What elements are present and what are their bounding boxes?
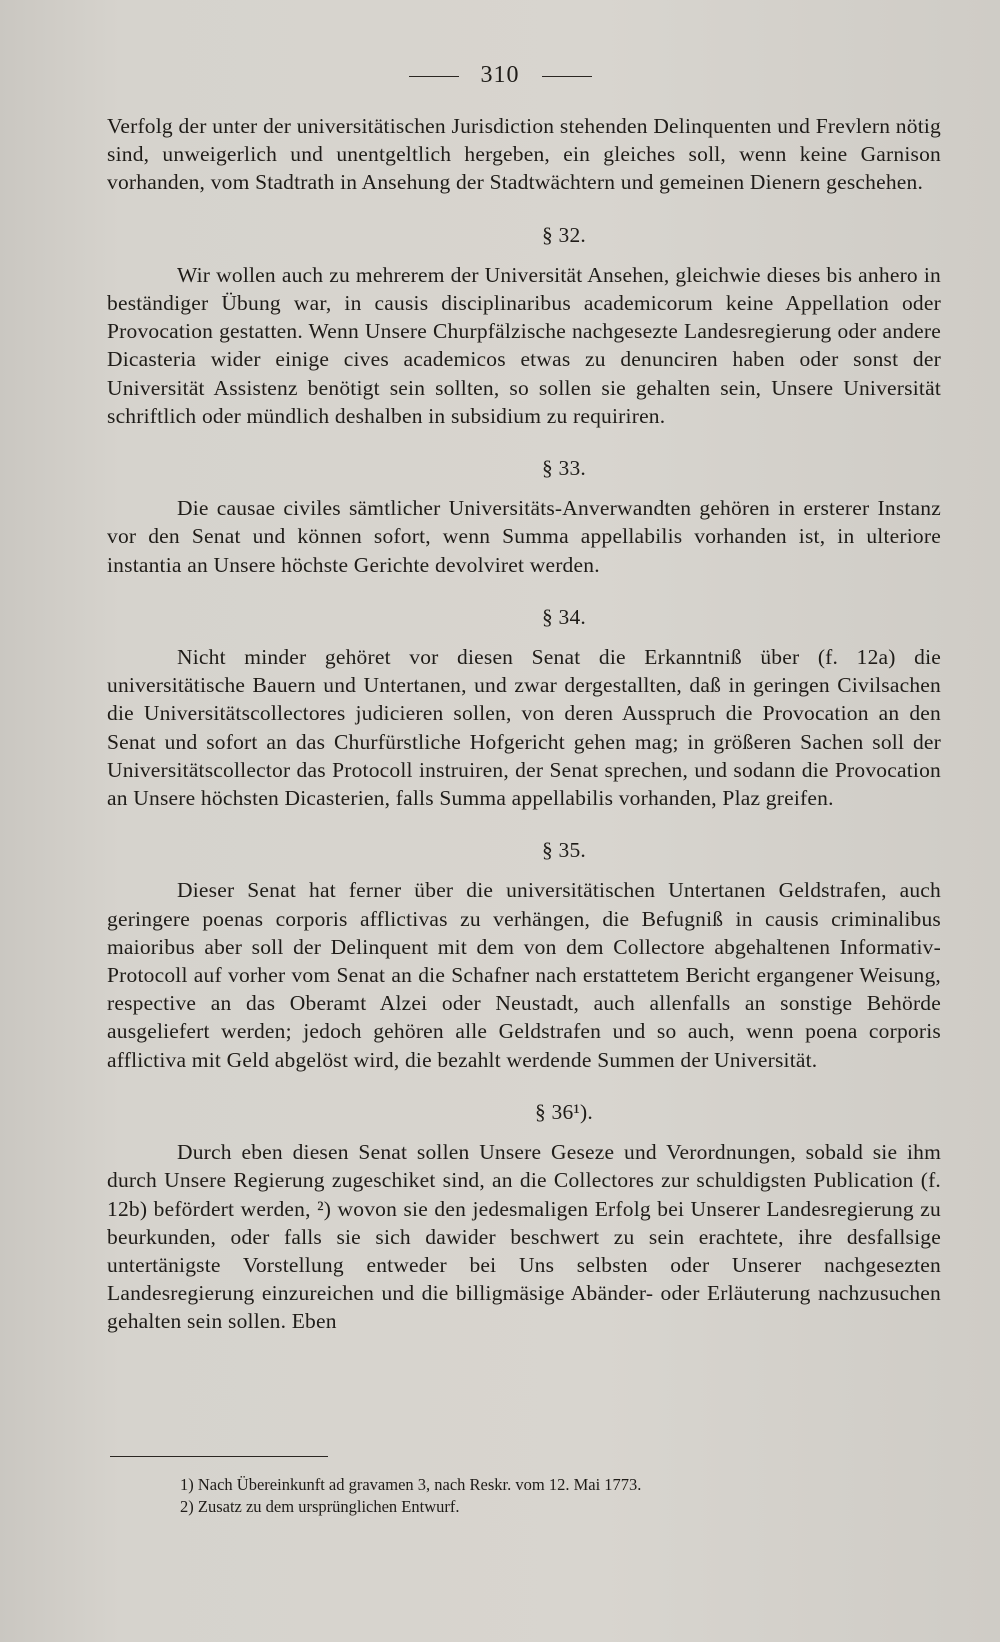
section-heading-35: § 35.: [542, 838, 586, 863]
footnote-2: 2) Zusatz zu dem ursprünglichen Entwurf.: [180, 1497, 460, 1516]
paragraph-36: Durch eben diesen Senat sollen Unsere Geseze und Verordnungen, sobald sie ihm durch Unsere Regierung zugeschiket sind, an die Collectores zur schuldigsten Publication (f. 12b) befördert werden, ²) wovon sie den jedesmaligen Erfolg bei Unserer Landesregierung zu beurkunden, oder falls sie sich dawider beschwert zu sein erachtete, ihre desfallsige untertänigste Vorstellung entweder bei Uns selbsten oder Unserer nachgesezten Landesregierung einzureichen und die billigmäsige Abänder- oder Erläuterung nachzusuchen gehalten sein sollen. Eben: [107, 1140, 941, 1334]
footnote-1: 1) Nach Übereinkunft ad gravamen 3, nach Reskr. vom 12. Mai 1773.: [180, 1475, 642, 1494]
section-heading-33: § 33.: [542, 456, 586, 481]
paragraph-32: Wir wollen auch zu mehrerem der Universität Ansehen, gleichwie dieses bis anhero in beständiger Übung war, in causis disciplinaribus academicorum keine Appellation oder Provocation gestatten. Wenn Unsere Churpfälzische nachgesezte Landesregierung oder andere Dicasteria wider einige cives academicos etwas zu denunciren haben oder sonst der Universität Assistenz benötigt sein sollten, so sollen sie gehalten sein, Unsere Universität schriftlich oder mündlich deshalben in subsidium zu requiriren.: [107, 262, 941, 428]
footnotes: [180, 1474, 940, 1518]
section-heading-32: § 32.: [542, 222, 586, 247]
footnote-rule: [110, 1456, 328, 1457]
page-header: [0, 62, 1000, 89]
header-dash-left: [409, 76, 459, 77]
paragraph-35: Dieser Senat hat ferner über die universitätischen Untertanen Geldstrafen, auch geringere poenas corporis afflictivas zu verhängen, die Befugniß in causis criminalibus maioribus aber soll der Delinquent mit dem von dem Collectore abgehaltenen Informativ-Protocoll auf vorher vom Senat an die Schafner nach erstattetem Bericht ergangener Weisung, respective an das Oberamt Alzei oder Neustadt, auch allenfalls an sonstige Behörde ausgeliefert werden; jedoch gehören alle Geldstrafen und so auch, wenn poena corporis afflictiva mit Geld abgelöst wird, die bezahlt werdende Summen der Universität.: [107, 878, 941, 1072]
paragraph-34: Nicht minder gehöret vor diesen Senat die Erkanntniß über (f. 12a) die universitätische Bauern und Untertanen, und zwar dergestallten, daß in geringen Civilsachen die Universitätscollectores judicieren sollen, von deren Ausspruch die Provocation an den Senat und sofort an das Churfürstliche Hofgericht gehen mag; in größeren Sachen soll der Universitätscollector das Protocoll instruiren, der Senat sprechen, und sodann die Provocation an Unsere höchsten Dicasterien, falls Summa appellabilis vorhanden, Plaz greifen.: [107, 645, 941, 811]
paragraph-33: Die causae civiles sämtlicher Universitäts-Anverwandten gehören in ersterer Instanz vor den Senat und können sofort, wenn Summa appellabilis vorhanden ist, in ulteriore instantia an Unsere höchste Gerichte devolviret werden.: [107, 496, 941, 577]
section-heading-36: § 36¹).: [534, 1099, 593, 1124]
body-text: [107, 112, 941, 1336]
header-dash-right: [542, 76, 592, 77]
page-number: 310: [480, 62, 520, 88]
section-heading-34: § 34.: [542, 604, 586, 629]
paragraph-continued: Verfolg der unter der universitätischen Jurisdiction stehenden Delinquenten und Frevlern nötig sind, unweigerlich und unentgeltlich hergeben, ein gleiches soll, wenn keine Garnison vorhanden, vom Stadtrath in Ansehung der Stadtwächtern und gemeinen Dienern geschehen.: [107, 114, 941, 195]
